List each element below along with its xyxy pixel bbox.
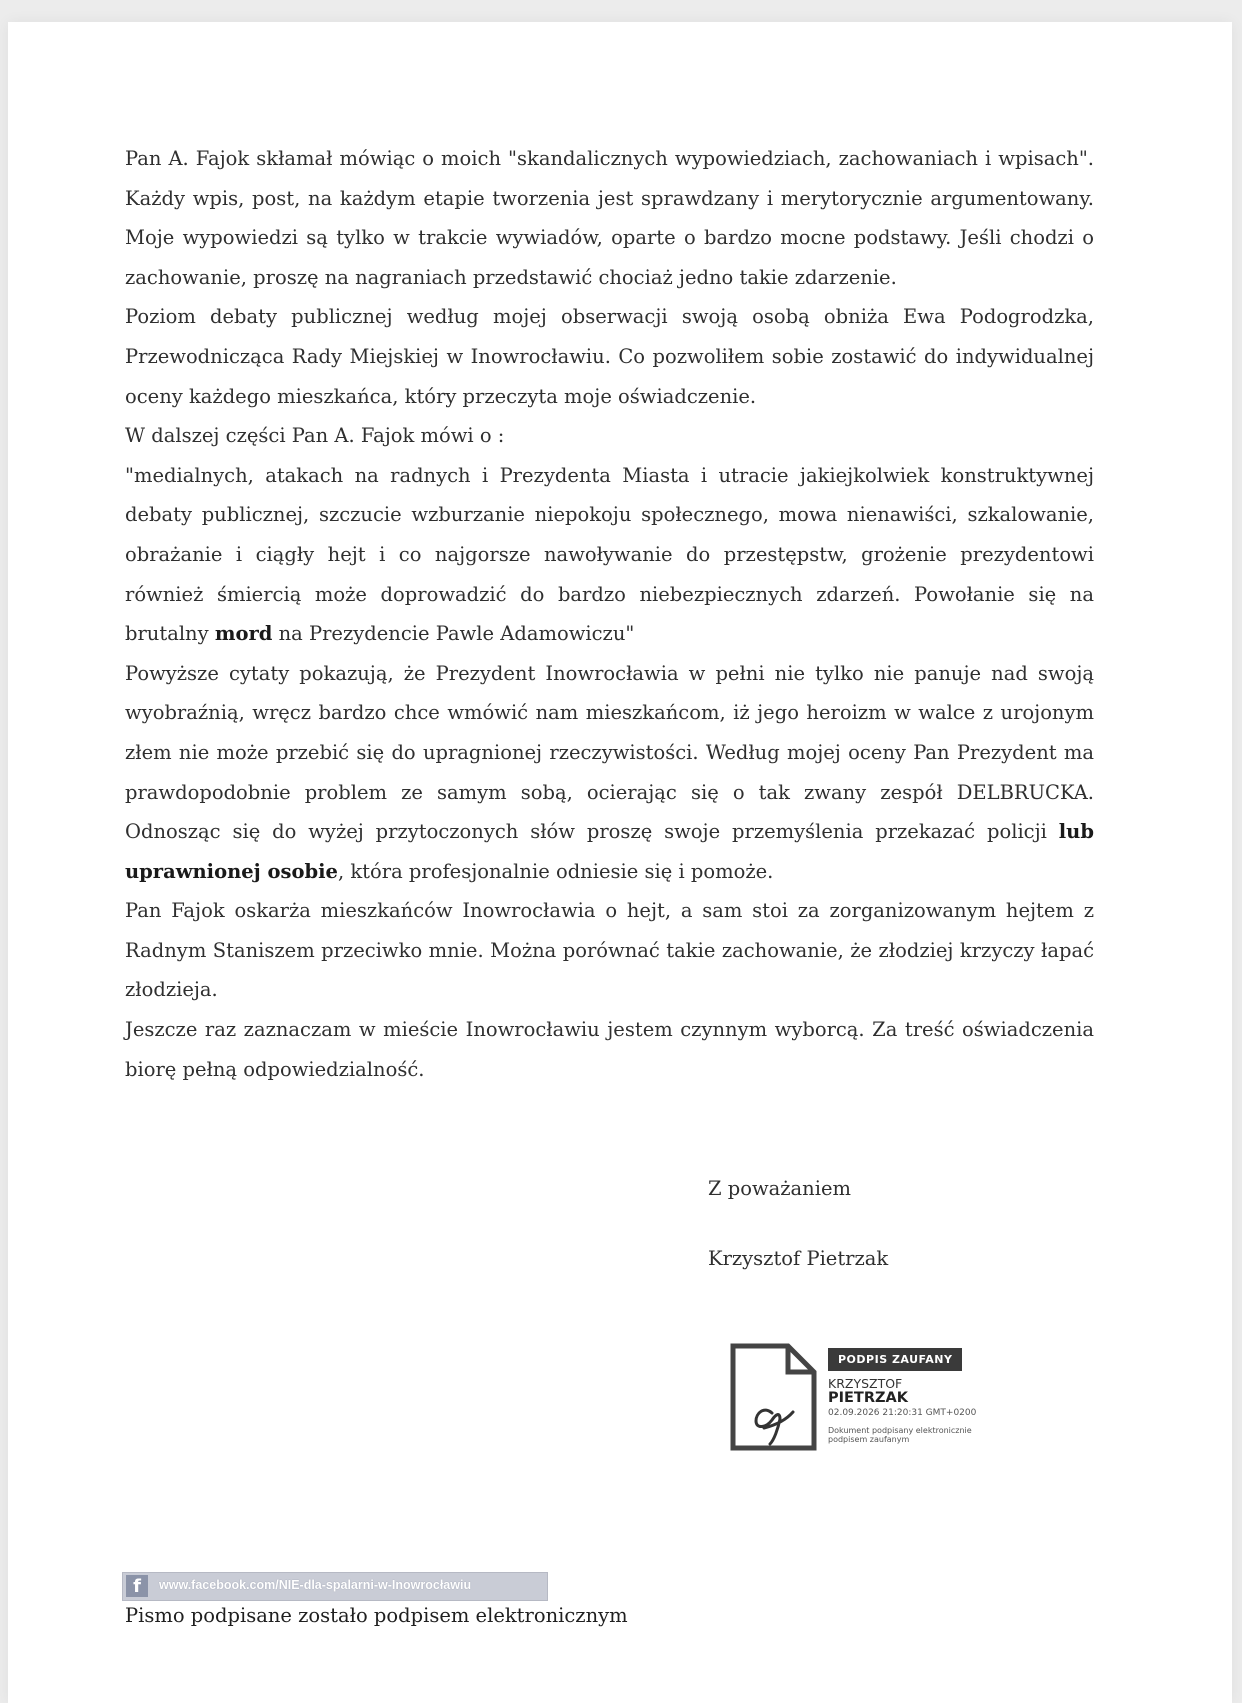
watermark-url: www.facebook.com/NIE-dla-spalarni-w-Inowrocławiu xyxy=(159,1578,472,1592)
stamp-last-name: PIETRZAK xyxy=(828,1390,908,1406)
paragraph xyxy=(125,654,1094,892)
paragraph: Poziom debaty publicznej według mojej obserwacji swoją osobą obniża Ewa Podogrodzka, Przewodnicząca Rady Miejskiej w Inowrocławiu. Co pozwoliłem sobie zostawić do indywidualnej oceny każdego mieszkańca, który przeczyta moje oświadczenie. xyxy=(125,305,1094,408)
stamp-first-name: KRZYSZTOF xyxy=(828,1376,903,1391)
signer-name: Krzysztof Pietrzak xyxy=(708,1247,889,1270)
stamp-datetime: 02.09.2026 21:20:31 GMT+0200 xyxy=(828,1408,977,1418)
text-run: , która profesjonalnie odniesie się i pomoże. xyxy=(337,859,774,883)
paragraph: Pan A. Fajok skłamał mówiąc o moich "skandalicznych wypowiedziach, zachowaniach i wpisach". Każdy wpis, post, na każdym etapie tworzenia jest sprawdzany i merytorycznie argumentowany. Moje wypowiedzi są tylko w trakcie wywiadów, oparte o bardzo mocne podstawy. Jeśli chodzi o zachowanie, proszę na nagraniach przedstawić chociaż jedno takie zdarzenie. xyxy=(125,147,1094,289)
bold-text: mord xyxy=(214,622,273,646)
trusted-signature-stamp xyxy=(730,1340,1000,1452)
paragraph: W dalszej części Pan A. Fajok mówi o : xyxy=(125,424,505,448)
paragraph: Jeszcze raz zaznaczam w mieście Inowrocławiu jestem czynnym wyborcą. Za treść oświadczenia biorę pełną odpowiedzialność. xyxy=(125,1018,1094,1081)
document-page xyxy=(8,22,1232,1703)
letter-body xyxy=(125,139,1094,1089)
text-run: Powyższe cytaty pokazują, że Prezydent Inowrocławia w pełni nie tylko nie panuje nad swoją wyobraźnią, wręcz bardzo chce wmówić nam mieszkańcom, iż jego heroizm w walce z urojonym złem nie może przebić się do upragnionej rzeczywistości. Według mojej oceny Pan Prezydent ma prawdopodobnie problem ze samym sobą, ocierając się o tak zwany zespół DELBRUCKA. Odnosząc się do wyżej przytoczonych słów proszę swoje przemyślenia przekazać policji xyxy=(125,661,1094,844)
signed-document-icon xyxy=(730,1340,820,1452)
paragraph: Pan Fajok oskarża mieszkańców Inowrocławia o hejt, a sam stoi za zorganizowanym hejtem z Radnym Staniszem przeciwko mnie. Można porównać takie zachowanie, że złodziej krzyczy łapać złodzieja. xyxy=(125,899,1094,1002)
salutation: Z poważaniem xyxy=(708,1177,852,1200)
trusted-signature-badge: PODPIS ZAUFANY xyxy=(828,1348,962,1371)
text-run: na Prezydencie Pawle Adamowiczu" xyxy=(272,622,635,646)
facebook-icon: f xyxy=(126,1575,148,1597)
quoted-paragraph xyxy=(125,456,1094,654)
text-run: "medialnych, atakach na radnych i Prezydenta Miasta i utracie jakiejkolwiek konstruktywnej debaty publicznej, szczucie wzburzanie niepokoju społecznego, mowa nienawiści, szkalowanie, obrażanie i ciągły hejt i co najgorsze nawoływanie do przestępstw, grożenie prezydentowi również śmiercią może doprowadzić do bardzo niebezpiecznych zdarzeń. Powołanie się na brutalny xyxy=(125,463,1094,646)
bold-text: lub uprawnionej osobie xyxy=(125,820,1094,883)
stamp-note: Dokument podpisany elektronicznie podpisem zaufanym xyxy=(828,1426,972,1444)
facebook-watermark xyxy=(122,1572,548,1601)
footer-note: Pismo podpisane zostało podpisem elektronicznym xyxy=(125,1604,628,1627)
